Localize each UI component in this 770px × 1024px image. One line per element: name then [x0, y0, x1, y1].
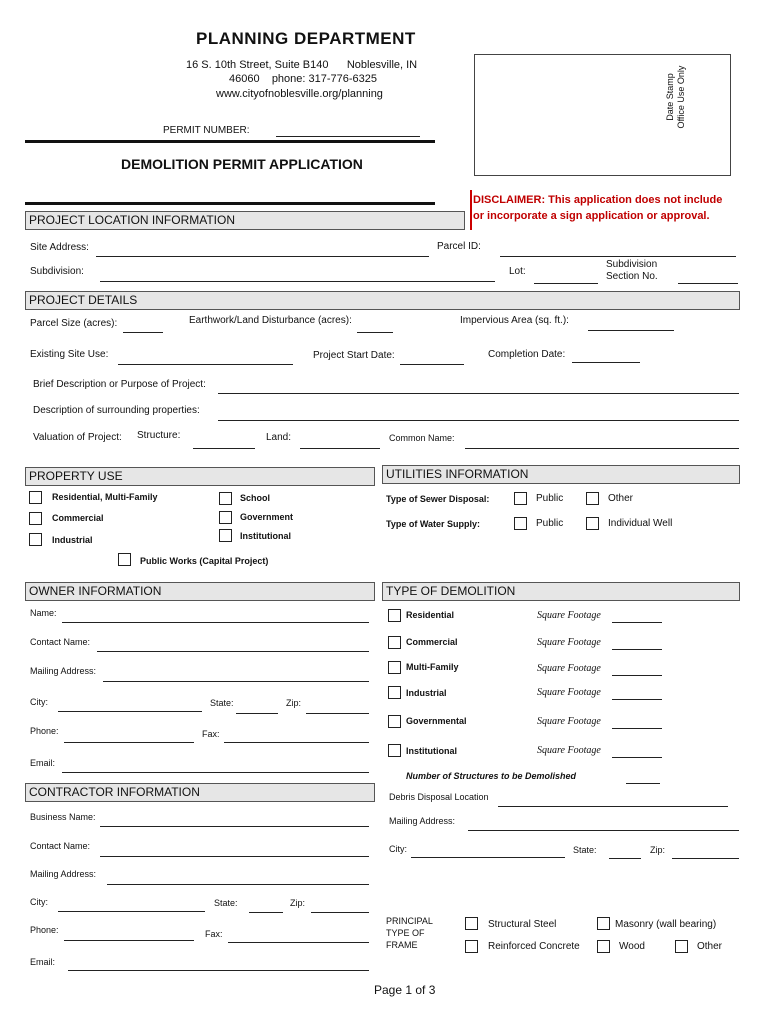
debris-zip-field[interactable]	[672, 858, 739, 859]
owner-name-label: Name:	[30, 608, 57, 618]
sewer-public-checkbox[interactable]	[514, 492, 527, 505]
owner-phone-label: Phone:	[30, 726, 59, 736]
masonry-label: Masonry (wall bearing)	[615, 919, 717, 930]
structure-label: Structure:	[137, 430, 181, 441]
debris-location-field[interactable]	[498, 806, 728, 807]
demo-institutional-checkbox[interactable]	[388, 744, 401, 757]
debris-state-label: State:	[573, 845, 597, 855]
commercial-checkbox[interactable]	[29, 512, 42, 525]
frame-other-checkbox[interactable]	[675, 940, 688, 953]
owner-fax-label: Fax:	[202, 729, 220, 739]
brief-description-label: Brief Description or Purpose of Project:	[33, 379, 206, 390]
demo-residential-label: Residential	[406, 610, 455, 620]
parcel-size-field[interactable]	[123, 332, 163, 333]
masonry-checkbox[interactable]	[597, 917, 610, 930]
parcel-id-field[interactable]	[500, 256, 736, 257]
earthwork-label: Earthwork/Land Disturbance (acres):	[189, 315, 352, 326]
address-line-2: 46060 phone: 317-776-6325	[229, 73, 378, 85]
reinforced-concrete-label: Reinforced Concrete	[488, 941, 580, 952]
start-date-field[interactable]	[400, 364, 464, 365]
water-public-label: Public	[536, 518, 564, 529]
contractor-phone-field[interactable]	[64, 940, 194, 941]
demo-governmental-label: Governmental	[406, 716, 467, 726]
demo-residential-checkbox[interactable]	[388, 609, 401, 622]
owner-contact-field[interactable]	[97, 651, 369, 652]
page-number: Page 1 of 3	[374, 983, 436, 997]
parcel-id-label: Parcel ID:	[437, 241, 481, 252]
owner-name-field[interactable]	[62, 622, 369, 623]
sewer-disposal-label: Type of Sewer Disposal:	[386, 494, 490, 504]
demo-multi-family-sqft-label: Square Footage	[537, 663, 601, 674]
owner-zip-field[interactable]	[306, 713, 369, 714]
debris-zip-label: Zip:	[650, 845, 666, 855]
demo-governmental-sqft-field[interactable]	[612, 728, 662, 729]
surrounding-properties-field[interactable]	[218, 420, 739, 421]
subdivision-section-label-1: Subdivision	[606, 259, 658, 270]
debris-state-field[interactable]	[609, 858, 641, 859]
contractor-contact-label: Contact Name:	[30, 841, 91, 851]
subdivision-section-label-2: Section No.	[606, 271, 658, 282]
institutional-label: Institutional	[240, 531, 291, 541]
public-works-checkbox[interactable]	[118, 553, 131, 566]
frame-other-label: Other	[697, 941, 723, 952]
impervious-label: Impervious Area (sq. ft.):	[460, 315, 569, 326]
demo-governmental-checkbox[interactable]	[388, 715, 401, 728]
sewer-other-label: Other	[608, 493, 634, 504]
header-rule	[25, 140, 435, 143]
owner-state-label: State:	[210, 698, 234, 708]
permit-number-label: PERMIT NUMBER:	[163, 125, 250, 136]
owner-contact-label: Contact Name:	[30, 637, 91, 647]
lot-field[interactable]	[534, 283, 598, 284]
num-structures-field[interactable]	[626, 783, 660, 784]
demo-commercial-label: Commercial	[406, 637, 458, 647]
section-property-use: PROPERTY USE	[25, 467, 375, 486]
owner-phone-field[interactable]	[64, 742, 194, 743]
office-use-text: Office Use Only	[676, 65, 686, 129]
section-owner: OWNER INFORMATION	[25, 582, 375, 601]
contractor-email-label: Email:	[30, 957, 56, 967]
government-label: Government	[240, 512, 294, 522]
valuation-label: Valuation of Project:	[33, 432, 122, 443]
section-type-of-demolition: TYPE OF DEMOLITION	[382, 582, 740, 601]
contractor-state-field[interactable]	[249, 912, 283, 913]
date-stamp-label	[665, 42, 687, 152]
permit-number-field[interactable]	[276, 136, 420, 137]
school-checkbox[interactable]	[219, 492, 232, 505]
contractor-email-field[interactable]	[68, 970, 369, 971]
frame-label-line-3: FRAME	[386, 940, 418, 950]
demo-industrial-sqft-field[interactable]	[612, 699, 662, 700]
demo-multi-family-checkbox[interactable]	[388, 661, 401, 674]
contractor-fax-label: Fax:	[205, 929, 223, 939]
demo-industrial-label: Industrial	[406, 688, 447, 698]
sewer-public-label: Public	[536, 493, 564, 504]
subdivision-section-field[interactable]	[678, 283, 738, 284]
brief-description-field[interactable]	[218, 393, 739, 394]
government-checkbox[interactable]	[219, 511, 232, 524]
contractor-fax-field[interactable]	[228, 942, 369, 943]
contractor-zip-field[interactable]	[311, 912, 369, 913]
completion-date-label: Completion Date:	[488, 349, 566, 360]
owner-email-label: Email:	[30, 758, 56, 768]
contractor-zip-label: Zip:	[290, 898, 306, 908]
site-address-field[interactable]	[96, 256, 429, 257]
land-field[interactable]	[300, 448, 380, 449]
sewer-other-checkbox[interactable]	[586, 492, 599, 505]
debris-city-field[interactable]	[411, 857, 565, 858]
demo-multi-family-sqft-field[interactable]	[612, 675, 662, 676]
date-stamp-box	[474, 54, 731, 176]
parcel-size-label: Parcel Size (acres):	[30, 318, 118, 329]
lot-label: Lot:	[509, 266, 526, 277]
demo-institutional-label: Institutional	[406, 746, 457, 756]
impervious-field[interactable]	[588, 330, 674, 331]
date-stamp-text: Date Stamp	[665, 73, 675, 121]
address-line-1: 16 S. 10th Street, Suite B140 Noblesville, IN	[186, 59, 418, 71]
demo-multi-family-label: Multi-Family	[406, 662, 459, 672]
demo-governmental-sqft-label: Square Footage	[537, 716, 601, 727]
existing-use-field[interactable]	[118, 364, 293, 365]
debris-mailing-field[interactable]	[468, 830, 739, 831]
surrounding-properties-label: Description of surrounding properties:	[33, 405, 200, 416]
demo-residential-sqft-label: Square Footage	[537, 610, 601, 621]
school-label: School	[240, 493, 271, 503]
owner-email-field[interactable]	[62, 772, 369, 773]
demo-commercial-sqft-field[interactable]	[612, 649, 662, 650]
debris-city-label: City:	[389, 844, 407, 854]
section-contractor: CONTRACTOR INFORMATION	[25, 783, 375, 802]
water-public-checkbox[interactable]	[514, 517, 527, 530]
res-multi-checkbox[interactable]	[29, 491, 42, 504]
demo-industrial-checkbox[interactable]	[388, 686, 401, 699]
industrial-checkbox[interactable]	[29, 533, 42, 546]
disclaimer-line-2: or incorporate a sign application or approval.	[473, 210, 710, 222]
structure-field[interactable]	[193, 448, 255, 449]
land-label: Land:	[266, 432, 292, 443]
contractor-contact-field[interactable]	[100, 856, 369, 857]
common-name-label: Common Name:	[389, 433, 455, 443]
demo-commercial-checkbox[interactable]	[388, 636, 401, 649]
demo-institutional-sqft-field[interactable]	[612, 757, 662, 758]
common-name-field[interactable]	[465, 448, 739, 449]
contractor-city-field[interactable]	[58, 911, 205, 912]
contractor-state-label: State:	[214, 898, 238, 908]
start-date-label: Project Start Date:	[313, 350, 395, 361]
contractor-city-label: City:	[30, 897, 48, 907]
commercial-label: Commercial	[52, 513, 104, 523]
owner-mailing-field[interactable]	[103, 681, 369, 682]
completion-date-field[interactable]	[572, 362, 640, 363]
wood-label: Wood	[619, 941, 645, 952]
existing-use-label: Existing Site Use:	[30, 349, 109, 360]
site-address-label: Site Address:	[30, 242, 89, 253]
res-multi-label: Residential, Multi-Family	[52, 492, 158, 502]
contractor-business-label: Business Name:	[30, 812, 96, 822]
section-project-details: PROJECT DETAILS	[25, 291, 740, 310]
water-well-checkbox[interactable]	[586, 517, 599, 530]
owner-fax-field[interactable]	[224, 742, 369, 743]
demo-industrial-sqft-label: Square Footage	[537, 687, 601, 698]
contractor-mailing-field[interactable]	[107, 884, 369, 885]
debris-mailing-label: Mailing Address:	[389, 816, 456, 826]
owner-zip-label: Zip:	[286, 698, 302, 708]
structural-steel-label: Structural Steel	[488, 919, 557, 930]
frame-label-line-2: TYPE OF	[386, 928, 425, 938]
location-rule	[25, 202, 435, 205]
owner-city-label: City:	[30, 697, 48, 707]
contractor-phone-label: Phone:	[30, 925, 59, 935]
structural-steel-checkbox[interactable]	[465, 917, 478, 930]
contractor-mailing-label: Mailing Address:	[30, 869, 97, 879]
wood-checkbox[interactable]	[597, 940, 610, 953]
subdivision-label: Subdivision:	[30, 266, 84, 277]
department-title: PLANNING DEPARTMENT	[196, 29, 416, 48]
water-supply-label: Type of Water Supply:	[386, 519, 481, 529]
frame-label	[386, 915, 433, 951]
owner-state-field[interactable]	[236, 713, 278, 714]
institutional-checkbox[interactable]	[219, 529, 232, 542]
debris-location-label: Debris Disposal Location	[389, 792, 489, 802]
owner-mailing-label: Mailing Address:	[30, 666, 97, 676]
demo-residential-sqft-field[interactable]	[612, 622, 662, 623]
earthwork-field[interactable]	[357, 332, 393, 333]
section-utilities: UTILITIES INFORMATION	[382, 465, 740, 484]
disclaimer-line-1: DISCLAIMER: This application does not include	[473, 194, 723, 206]
website: www.cityofnoblesville.org/planning	[216, 88, 383, 100]
num-structures-label: Number of Structures to be Demolished	[406, 771, 577, 781]
form-title: DEMOLITION PERMIT APPLICATION	[121, 156, 363, 172]
water-well-label: Individual Well	[608, 518, 673, 529]
public-works-label: Public Works (Capital Project)	[140, 556, 269, 566]
contractor-business-field[interactable]	[100, 826, 369, 827]
owner-city-field[interactable]	[58, 711, 202, 712]
demo-institutional-sqft-label: Square Footage	[537, 745, 601, 756]
frame-label-line-1: PRINCIPAL	[386, 916, 433, 926]
subdivision-field[interactable]	[100, 281, 495, 282]
section-project-location: PROJECT LOCATION INFORMATION	[25, 211, 465, 230]
demo-commercial-sqft-label: Square Footage	[537, 637, 601, 648]
industrial-label: Industrial	[52, 535, 93, 545]
reinforced-concrete-checkbox[interactable]	[465, 940, 478, 953]
